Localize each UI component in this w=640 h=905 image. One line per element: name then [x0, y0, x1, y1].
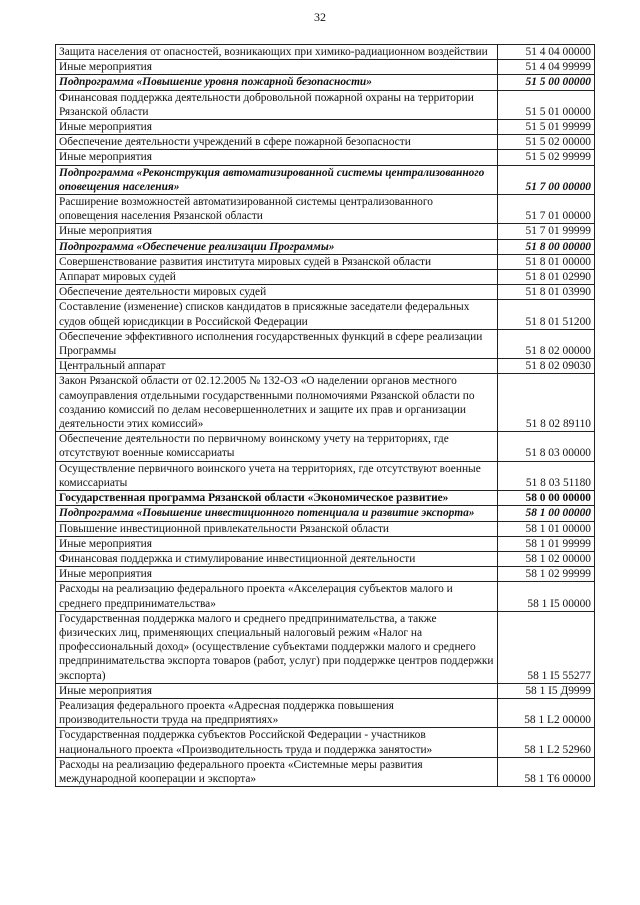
table-row	[56, 567, 595, 582]
row-name-cell: Подпрограмма «Повышение инвестиционного потенциала и развитие экспорта»	[56, 506, 498, 521]
row-code-cell: 51 5 02 99999	[498, 150, 595, 165]
row-code-cell: 51 5 02 00000	[498, 135, 595, 150]
table-row	[56, 491, 595, 506]
row-name-cell: Обеспечение деятельности мировых судей	[56, 285, 498, 300]
budget-classification-table	[55, 44, 595, 787]
table-row	[56, 195, 595, 224]
table-row	[56, 461, 595, 490]
table-row	[56, 90, 595, 119]
table-row	[56, 150, 595, 165]
table-row	[56, 521, 595, 536]
row-name-cell: Расширение возможностей автоматизированной системы централизованного оповещения населения Рязанской области	[56, 195, 498, 224]
row-name-cell: Иные мероприятия	[56, 150, 498, 165]
row-code-cell: 51 8 02 00000	[498, 329, 595, 358]
row-name-cell: Составление (изменение) списков кандидатов в присяжные заседатели федеральных судов общей юрисдикции в Российской Федерации	[56, 300, 498, 329]
row-name-cell: Обеспечение эффективного исполнения государственных функций в сфере реализации Программы	[56, 329, 498, 358]
page-number: 32	[314, 10, 326, 24]
row-name-cell: Иные мероприятия	[56, 567, 498, 582]
row-code-cell: 58 1 01 99999	[498, 536, 595, 551]
table-row	[56, 60, 595, 75]
row-name-cell: Закон Рязанской области от 02.12.2005 № 132-ОЗ «О наделении органов местного самоуправления отдельными государственными полномочиями Рязанской области по созданию комиссий по делам несовершеннолетних и защите их прав и организации деятельности этих комиссий»	[56, 374, 498, 432]
row-name-cell: Подпрограмма «Обеспечение реализации Программы»	[56, 239, 498, 254]
row-code-cell: 51 7 00 00000	[498, 165, 595, 194]
table-row	[56, 120, 595, 135]
table-row	[56, 432, 595, 461]
table-row	[56, 45, 595, 60]
row-code-cell: 51 8 02 09030	[498, 359, 595, 374]
row-code-cell: 51 5 01 00000	[498, 90, 595, 119]
row-code-cell: 51 8 00 00000	[498, 239, 595, 254]
table-row	[56, 698, 595, 727]
row-name-cell: Обеспечение деятельности учреждений в сфере пожарной безопасности	[56, 135, 498, 150]
table-row	[56, 239, 595, 254]
table-row	[56, 165, 595, 194]
table-row	[56, 683, 595, 698]
row-code-cell: 51 8 01 00000	[498, 254, 595, 269]
table-row	[56, 757, 595, 786]
table-row	[56, 75, 595, 90]
row-name-cell: Аппарат мировых судей	[56, 270, 498, 285]
row-code-cell: 58 1 00 00000	[498, 506, 595, 521]
row-code-cell: 51 8 01 02990	[498, 270, 595, 285]
row-code-cell: 58 1 I5 55277	[498, 611, 595, 683]
row-name-cell: Подпрограмма «Реконструкция автоматизированной системы централизованного оповещения населения»	[56, 165, 498, 194]
table-row	[56, 551, 595, 566]
row-code-cell: 58 1 02 00000	[498, 551, 595, 566]
row-code-cell: 51 5 01 99999	[498, 120, 595, 135]
row-code-cell: 58 1 L2 52960	[498, 728, 595, 757]
row-code-cell: 51 4 04 00000	[498, 45, 595, 60]
row-name-cell: Иные мероприятия	[56, 120, 498, 135]
row-name-cell: Государственная поддержка субъектов Российской Федерации - участников национального проекта «Производительность труда и поддержка занятости»	[56, 728, 498, 757]
row-code-cell: 58 1 01 00000	[498, 521, 595, 536]
row-code-cell: 58 1 02 99999	[498, 567, 595, 582]
table-row	[56, 329, 595, 358]
row-name-cell: Государственная программа Рязанской области «Экономическое развитие»	[56, 491, 498, 506]
row-name-cell: Реализация федерального проекта «Адресная поддержка повышения производительности труда на предприятиях»	[56, 698, 498, 727]
row-code-cell: 51 8 03 00000	[498, 432, 595, 461]
row-name-cell: Финансовая поддержка деятельности добровольной пожарной охраны на территории Рязанской области	[56, 90, 498, 119]
table-row	[56, 285, 595, 300]
table-row	[56, 506, 595, 521]
table-row	[56, 536, 595, 551]
row-name-cell: Подпрограмма «Повышение уровня пожарной безопасности»	[56, 75, 498, 90]
table-row	[56, 270, 595, 285]
row-name-cell: Обеспечение деятельности по первичному воинскому учету на территориях, где отсутствуют военные комиссариаты	[56, 432, 498, 461]
row-code-cell: 51 7 01 00000	[498, 195, 595, 224]
table-row	[56, 224, 595, 239]
row-code-cell: 51 7 01 99999	[498, 224, 595, 239]
table-row	[56, 135, 595, 150]
row-name-cell: Центральный аппарат	[56, 359, 498, 374]
row-code-cell: 51 4 04 99999	[498, 60, 595, 75]
row-code-cell: 51 8 03 51180	[498, 461, 595, 490]
row-code-cell: 51 5 00 00000	[498, 75, 595, 90]
row-name-cell: Повышение инвестиционной привлекательности Рязанской области	[56, 521, 498, 536]
row-name-cell: Финансовая поддержка и стимулирование инвестиционной деятельности	[56, 551, 498, 566]
table-row	[56, 374, 595, 432]
row-name-cell: Иные мероприятия	[56, 683, 498, 698]
table-row	[56, 254, 595, 269]
row-code-cell: 58 0 00 00000	[498, 491, 595, 506]
row-name-cell: Иные мероприятия	[56, 224, 498, 239]
table-row	[56, 611, 595, 683]
row-name-cell: Осуществление первичного воинского учета на территориях, где отсутствуют военные комиссариаты	[56, 461, 498, 490]
row-code-cell: 58 1 L2 00000	[498, 698, 595, 727]
row-name-cell: Иные мероприятия	[56, 60, 498, 75]
row-name-cell: Защита населения от опасностей, возникающих при химико-радиационном воздействии	[56, 45, 498, 60]
row-code-cell: 58 1 I5 Д9999	[498, 683, 595, 698]
row-name-cell: Расходы на реализацию федерального проекта «Акселерация субъектов малого и среднего предпринимательства»	[56, 582, 498, 611]
row-name-cell: Государственная поддержка малого и среднего предпринимательства, а также физических лиц, применяющих специальный налоговый режим «Налог на профессиональный доход» (осуществление субъектами поддержки малого и среднего предпринимательства экспорта товаров (работ, услуг) при поддержке центров поддержки экспорта)	[56, 611, 498, 683]
row-name-cell: Расходы на реализацию федерального проекта «Системные меры развития международной кооперации и экспорта»	[56, 757, 498, 786]
table-row	[56, 582, 595, 611]
row-name-cell: Совершенствование развития института мировых судей в Рязанской области	[56, 254, 498, 269]
row-code-cell: 58 1 T6 00000	[498, 757, 595, 786]
table-row	[56, 728, 595, 757]
row-code-cell: 58 1 I5 00000	[498, 582, 595, 611]
row-code-cell: 51 8 01 03990	[498, 285, 595, 300]
table-row	[56, 359, 595, 374]
row-code-cell: 51 8 02 89110	[498, 374, 595, 432]
row-code-cell: 51 8 01 51200	[498, 300, 595, 329]
table-row	[56, 300, 595, 329]
row-name-cell: Иные мероприятия	[56, 536, 498, 551]
